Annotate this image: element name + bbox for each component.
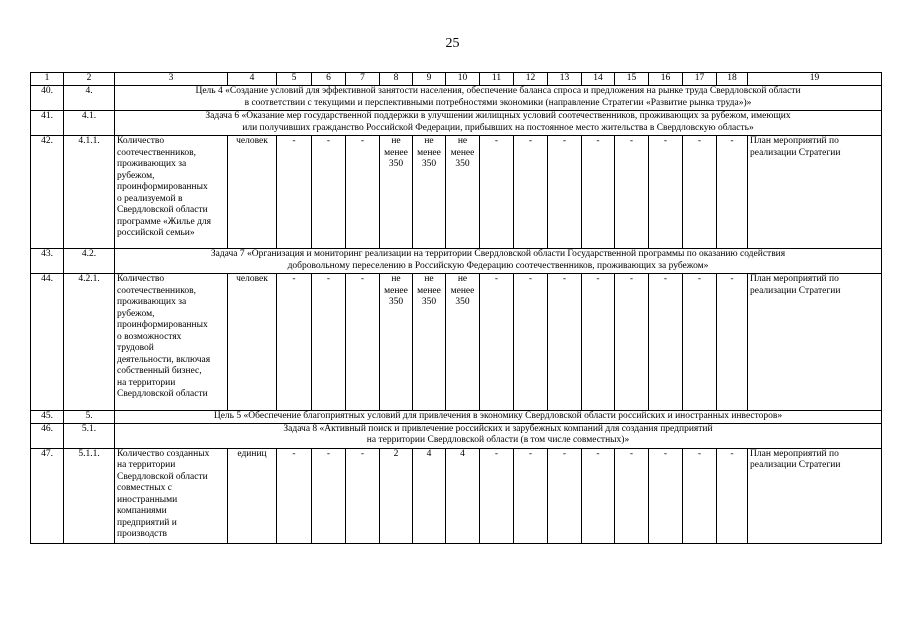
text-line: или получивших гражданство Российской Федерации, прибывших на постоянное место жительства в Свердловскую область» (242, 122, 754, 133)
text-line: проживающих за (117, 297, 187, 307)
text-line: - (292, 448, 296, 459)
column-number: 13 (548, 73, 582, 86)
section-row (31, 86, 882, 111)
text-line: - (629, 136, 634, 146)
target-value (346, 448, 380, 543)
text-line: Задача 7 «Организация и мониторинг реализации на территории Свердловской области Государственной программы по оказанию содействия (210, 249, 786, 259)
row-code: 5.1.1. (64, 448, 115, 543)
row-number: 47. (31, 448, 64, 543)
target-value (380, 448, 413, 543)
row-code: 4.1. (64, 111, 115, 136)
text-line: - (730, 136, 734, 146)
row-number: 43. (31, 249, 64, 274)
section-title (115, 249, 882, 274)
row-number: 44. (31, 274, 64, 411)
text-line: менее (384, 147, 408, 158)
indicator-name (115, 448, 228, 543)
text-line: иностранными (117, 494, 178, 505)
text-line: о реализуемой в (117, 193, 183, 204)
target-value (446, 274, 480, 411)
target-value (346, 136, 380, 249)
section-row (31, 411, 882, 424)
text-line: - (528, 274, 533, 284)
unit: единиц (228, 448, 277, 543)
target-value (717, 136, 748, 249)
text-line: - (697, 274, 702, 284)
text-line: Свердловской области (117, 389, 208, 399)
target-value (277, 274, 312, 411)
column-number: 14 (582, 73, 615, 86)
target-value (277, 136, 312, 249)
column-number: 17 (683, 73, 717, 86)
text-line: Свердловской области (117, 205, 208, 215)
target-value (413, 274, 446, 411)
row-code: 4. (64, 86, 115, 111)
column-number: 19 (748, 73, 882, 86)
row-code: 5. (64, 411, 115, 424)
text-line: - (596, 274, 600, 284)
target-value (649, 274, 683, 411)
text-line: - (663, 274, 668, 284)
target-value (446, 448, 480, 543)
column-number: 1 (31, 73, 64, 86)
column-number: 7 (346, 73, 380, 86)
row-code: 5.1. (64, 423, 115, 448)
text-line: менее (450, 147, 475, 158)
target-value (649, 448, 683, 543)
text-line: План мероприятий по (750, 136, 839, 146)
text-line: - (326, 448, 331, 459)
target-value (615, 274, 649, 411)
text-line: реализации Стратегии (750, 147, 841, 158)
text-line: на территории (117, 460, 176, 470)
text-line: 350 (388, 159, 404, 169)
text-line: - (292, 274, 296, 284)
text-line: - (562, 136, 567, 146)
text-line: 350 (455, 159, 470, 169)
column-number: 10 (446, 73, 480, 86)
target-value (717, 274, 748, 411)
text-line: План мероприятий по (750, 274, 839, 284)
target-value (615, 136, 649, 249)
text-line: - (494, 274, 499, 284)
row-number: 45. (31, 411, 64, 424)
column-number: 12 (514, 73, 548, 86)
column-number: 15 (615, 73, 649, 86)
text-line: Количество (117, 274, 165, 284)
text-line: рубежом, (117, 170, 155, 181)
text-line: на территории Свердловской области (в том числе совместных)» (366, 435, 630, 445)
target-value (413, 448, 446, 543)
source-document (748, 448, 882, 543)
text-line: - (360, 274, 365, 284)
text-line: План мероприятий по (750, 448, 839, 459)
row-code: 4.1.1. (64, 136, 115, 249)
column-number: 4 (228, 73, 277, 86)
header-row (31, 73, 882, 86)
target-value (312, 448, 346, 543)
text-line: компаниями (117, 506, 167, 516)
target-value (514, 136, 548, 249)
row-number: 40. (31, 86, 64, 111)
text-line: трудовой (117, 343, 154, 353)
target-value (277, 448, 312, 543)
text-line: 350 (421, 159, 437, 169)
text-line: соотечественников, (117, 147, 196, 158)
column-number: 8 (380, 73, 413, 86)
text-line: не (457, 136, 468, 146)
column-number: 9 (413, 73, 446, 86)
text-line: - (326, 136, 331, 146)
section-title (115, 411, 882, 424)
text-line: - (629, 448, 634, 459)
text-line: Свердловской области (117, 471, 208, 482)
column-number: 16 (649, 73, 683, 86)
text-line: в соответствии с текущими и перспективными потребностями экономики (направление Стратегии «Развитие рынка труда»)» (244, 97, 752, 108)
text-line: - (562, 448, 567, 459)
text-line: проинформированных (117, 320, 208, 330)
target-value (514, 274, 548, 411)
target-value (480, 136, 514, 249)
target-value (446, 136, 480, 249)
target-value (380, 136, 413, 249)
text-line: собственный бизнес, (117, 366, 202, 376)
text-line: 350 (455, 297, 470, 307)
text-line: реализации Стратегии (750, 285, 841, 296)
row-number: 46. (31, 423, 64, 448)
target-value (548, 136, 582, 249)
text-line: проживающих за (117, 159, 187, 169)
row-code: 4.2. (64, 249, 115, 274)
text-line: не (391, 274, 401, 284)
column-number: 3 (115, 73, 228, 86)
section-title (115, 423, 882, 448)
section-row (31, 111, 882, 136)
target-value (717, 448, 748, 543)
row-code: 4.2.1. (64, 274, 115, 411)
text-line: не (457, 274, 468, 284)
section-title (115, 86, 882, 111)
target-value (683, 448, 717, 543)
text-line: Задача 6 «Оказание мер государственной поддержки в улучшении жилищных условий соотечественников, проживающих за рубежом, имеющих (205, 111, 791, 121)
text-line: программе «Жилье для (117, 216, 212, 227)
text-line: не (424, 274, 434, 284)
target-value (548, 448, 582, 543)
target-value (582, 448, 615, 543)
source-document (748, 274, 882, 411)
text-line: - (528, 136, 533, 146)
text-line: - (663, 448, 668, 459)
text-line: - (697, 448, 702, 459)
text-line: менее (450, 285, 475, 296)
target-value (346, 274, 380, 411)
text-line: соотечественников, (117, 285, 196, 296)
text-line: 350 (388, 297, 404, 307)
text-line: российской семьи» (117, 228, 195, 238)
text-line: Цель 5 «Обеспечение благоприятных условий для привлечения в экономику Свердловской области российских и иностранных инвесторов» (213, 411, 783, 421)
text-line: производств (117, 529, 168, 539)
text-line: о возможностях (117, 331, 182, 342)
target-value (683, 136, 717, 249)
text-line: - (629, 274, 634, 284)
column-number: 11 (480, 73, 514, 86)
text-line: - (326, 274, 331, 284)
text-line: - (697, 136, 702, 146)
page-number: 25 (445, 36, 460, 51)
text-line: не (424, 136, 434, 146)
target-value (582, 274, 615, 411)
text-line: Цель 4 «Создание условий для эффективной занятости населения, обеспечение баланса спроса и предложения на рынке труда Свердловской области (195, 86, 801, 96)
target-value (413, 136, 446, 249)
target-value (514, 448, 548, 543)
text-line: добровольному переселению в Российскую Федерацию соотечественников, проживающих за рубежом» (287, 260, 709, 271)
text-line: реализации Стратегии (750, 460, 841, 470)
text-line: - (562, 274, 567, 284)
text-line: - (596, 136, 600, 146)
section-title (115, 111, 882, 136)
row-number: 41. (31, 111, 64, 136)
text-line: не (391, 136, 401, 146)
target-value (582, 136, 615, 249)
text-line: деятельности, включая (117, 354, 211, 365)
text-line: - (730, 274, 734, 284)
column-number: 5 (277, 73, 312, 86)
target-value (480, 448, 514, 543)
row-number: 42. (31, 136, 64, 249)
text-line: предприятий и (117, 517, 177, 528)
column-number: 2 (64, 73, 115, 86)
source-document (748, 136, 882, 249)
text-line: проинформированных (117, 182, 208, 192)
strategy-indicators-table (30, 72, 882, 544)
indicator-name (115, 136, 228, 249)
text-line: Количество созданных (117, 448, 210, 459)
section-row (31, 423, 882, 448)
indicator-row (31, 274, 882, 411)
text-line: - (528, 448, 533, 459)
text-line: - (663, 136, 668, 146)
text-line: менее (417, 147, 441, 158)
text-line: 350 (421, 297, 437, 307)
text-line: менее (384, 285, 408, 296)
text-line: - (292, 136, 296, 146)
column-number: 18 (717, 73, 748, 86)
target-value (548, 274, 582, 411)
text-line: 2 (393, 448, 399, 459)
text-line: менее (417, 285, 441, 296)
section-row (31, 249, 882, 274)
indicator-row (31, 136, 882, 249)
indicator-row (31, 448, 882, 543)
target-value (380, 274, 413, 411)
target-value (312, 136, 346, 249)
target-value (683, 274, 717, 411)
text-line: - (360, 136, 365, 146)
text-line: 4 (460, 448, 465, 459)
text-line: - (596, 448, 600, 459)
target-value (649, 136, 683, 249)
text-line: - (730, 448, 734, 459)
target-value (615, 448, 649, 543)
text-line: совместных с (117, 483, 172, 493)
text-line: рубежом, (117, 308, 155, 319)
unit: человек (228, 136, 277, 249)
text-line: 4 (426, 448, 432, 459)
unit: человек (228, 274, 277, 411)
text-line: - (494, 136, 499, 146)
text-line: Количество (117, 136, 165, 146)
indicator-name (115, 274, 228, 411)
target-value (312, 274, 346, 411)
text-line: на территории (117, 377, 176, 388)
target-value (480, 274, 514, 411)
column-number: 6 (312, 73, 346, 86)
text-line: - (360, 448, 365, 459)
text-line: - (494, 448, 499, 459)
text-line: Задача 8 «Активный поиск и привлечение российских и зарубежных компаний для создания предприятий (283, 423, 713, 434)
